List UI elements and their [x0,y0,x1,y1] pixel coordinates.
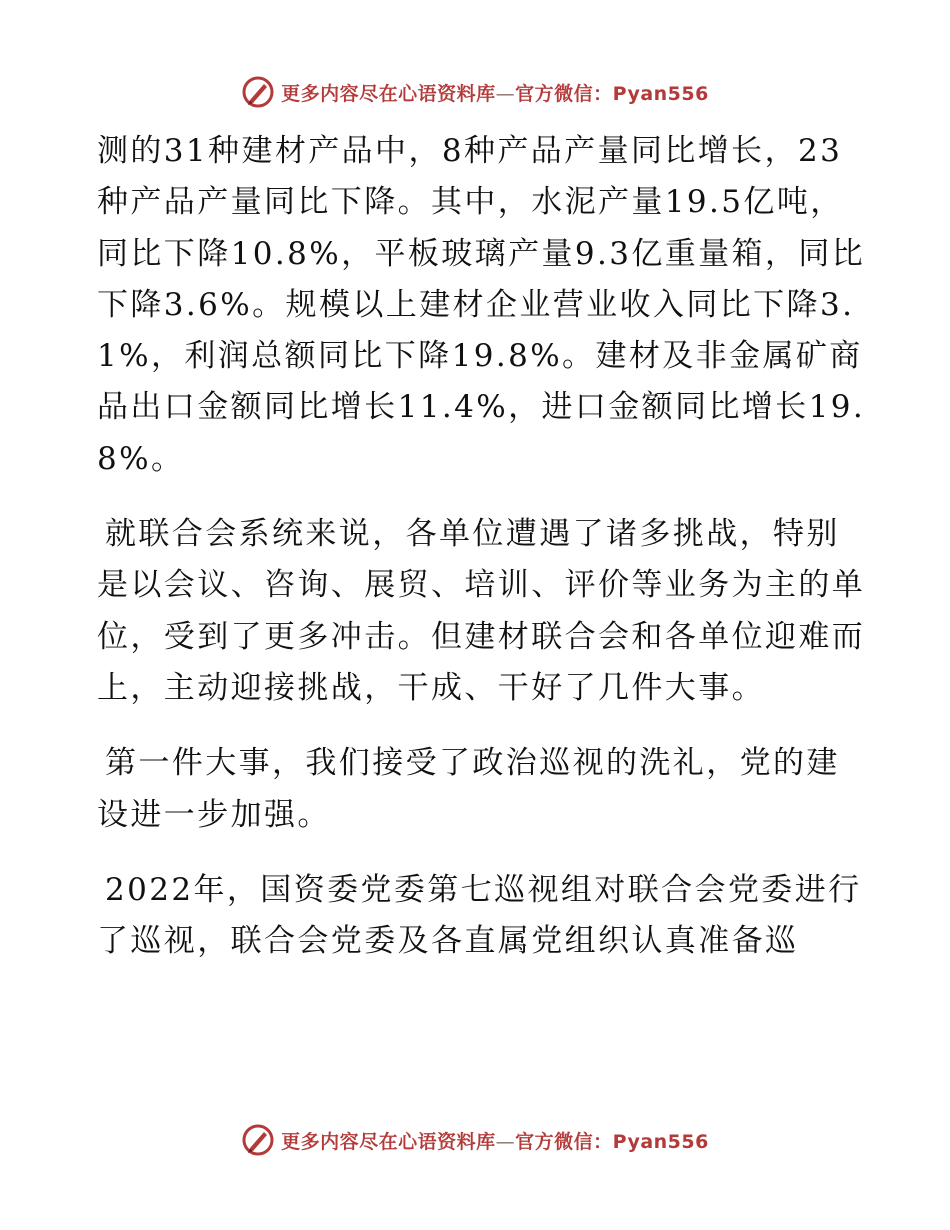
header-watermark [0,72,950,112]
document-body [97,126,867,967]
paragraph-1: 测的31种建材产品中，8种产品产量同比增长，23种产品产量同比下降。其中，水泥产量19.5亿吨，同比下降10.8%，平板玻璃产量9.3亿重量箱，同比下降3.6%。规模以上建材企业营业收入同比下降3.1%，利润总额同比下降19.8%。建材及非金属矿商品出口金额同比增长11.4%，进口金额同比增长19.8%。 [97,133,866,477]
paragraph-4: 2022年，国资委党委第七巡视组对联合会党委进行了巡视，联合会党委及各直属党组织认真准备巡 [97,871,862,960]
pen-logo-icon [241,75,275,109]
paragraph-2: 就联合会系统来说，各单位遭遇了诸多挑战，特别是以会议、咨询、展贸、培训、评价等业务为主的单位，受到了更多冲击。但建材联合会和各单位迎难而上，主动迎接挑战，干成、干好了几件大事。 [97,516,866,706]
pen-logo-icon [241,1123,275,1157]
watermark-text: 更多内容尽在心语资料库—官方微信：Pyan556 [281,82,709,105]
paragraph-3: 第一件大事，我们接受了政治巡视的洗礼，党的建设进一步加强。 [97,745,840,833]
watermark-text: 更多内容尽在心语资料库—官方微信：Pyan556 [281,1130,709,1153]
footer-watermark [0,1120,950,1160]
